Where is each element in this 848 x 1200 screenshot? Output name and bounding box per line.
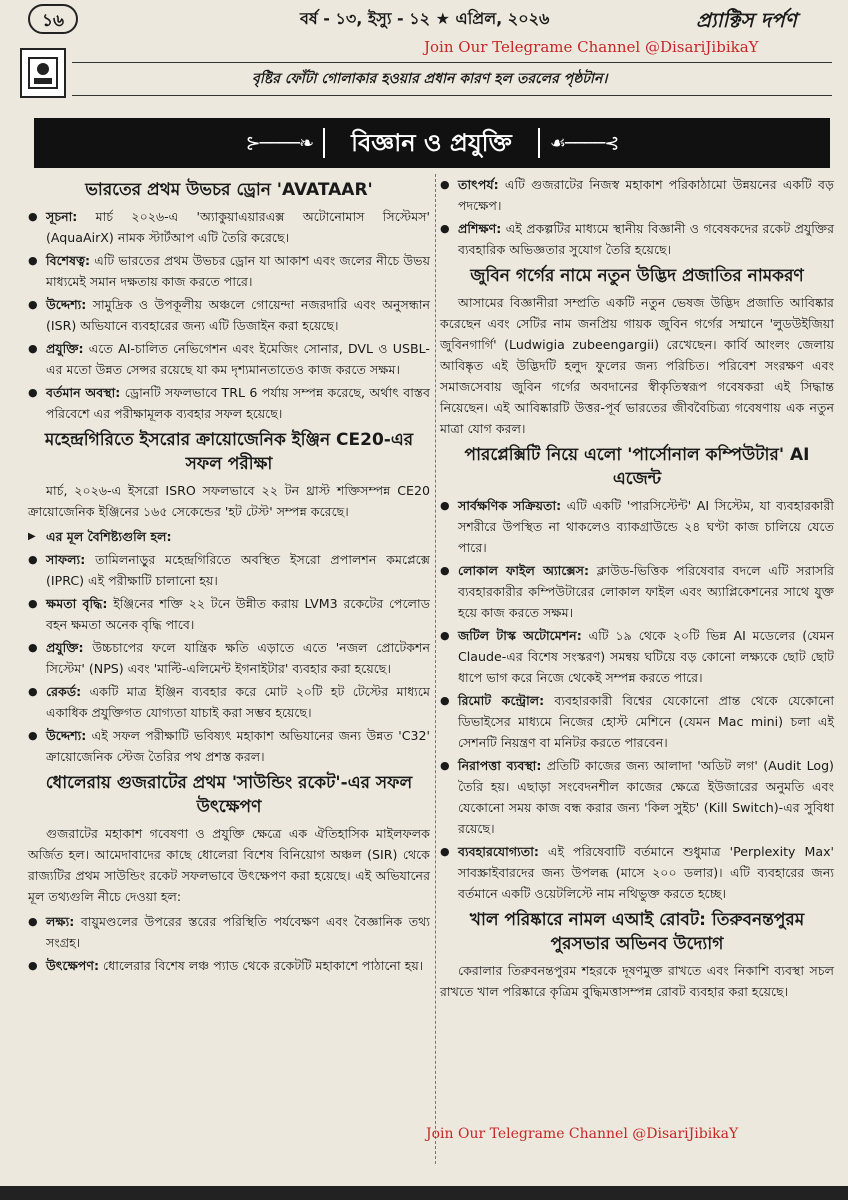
list-item: ● সাফল্য: তামিলনাড়ুর মহেন্দ্রগিরিতে অবস্থিত ইসরো প্রপালশন কমপ্লেক্সে (IPRC) এই পরীক্ষাটি চালানো হয়। bbox=[28, 549, 430, 591]
list-item: ● নিরাপত্তা ব্যবস্থা: প্রতিটি কাজের জন্য আলাদা 'অডিট লগ' (Audit Log) তৈরি হয়। এছাড়া সংবেদনশীল কাজের ক্ষেত্রে ইউজারের অনুমতি এবং যেকোনো সময় কাজ বন্ধ করার জন্য 'কিল সুইচ' (Kill Switch)-এর সুবিধা রয়েছে। bbox=[440, 755, 834, 839]
list-item: ● লোকাল ফাইল অ্যাক্সেস: ক্লাউড-ভিত্তিক পরিষেবার বদলে এটি সরাসরি ব্যবহারকারীর কম্পিউটারের লোকাল ফাইল এবং অ্যাপ্লিকেশনের সাথে যুক্ত হয়ে কাজ করতে সক্ষম। bbox=[440, 560, 834, 623]
article-title-perplexity: পারপ্লেক্সিটি নিয়ে এলো 'পার্সোনাল কম্পিউটার' AI এজেন্ট bbox=[464, 445, 810, 489]
sounding-rocket-list-cont bbox=[440, 174, 834, 260]
list-item: ● রেকর্ড: একটি মাত্র ইঞ্জিন ব্যবহার করে মোট ২০টি হট টেস্টের মাধ্যমে একাধিক প্রযুক্তিগত যোগ্যতা যাচাই করা সম্ভব হয়েছে। bbox=[28, 681, 430, 723]
article-title-ai-robot: খাল পরিষ্কারে নামল এআই রোবট: তিরুবনন্তপুরম পুরসভার অভিনব উদ্যোগ bbox=[469, 910, 805, 954]
list-item: ● লক্ষ্য: বায়ুমণ্ডলের উপরের স্তরের পরিস্থিতি পর্যবেক্ষণ এবং বৈজ্ঞানিক তথ্য সংগ্রহ। bbox=[28, 911, 430, 953]
list-item: ● উদ্দেশ্য: সামুদ্রিক ও উপকূলীয় অঞ্চলে গোয়েন্দা নজরদারি এবং অনুসন্ধান (ISR) অভিযানে ব্যবহারের জন্য এটি ডিজাইন করা হয়েছে। bbox=[28, 294, 430, 336]
list-item: ● প্রশিক্ষণ: এই প্রকল্পটির মাধ্যমে স্থানীয় বিজ্ঞানী ও গবেষকদের রকেট প্রযুক্তির ব্যবহারিক অভিজ্ঞতার সুযোগ তৈরি হয়েছে। bbox=[440, 218, 834, 260]
sounding-rocket-intro: গুজরাটের মহাকাশ গবেষণা ও প্রযুক্তি ক্ষেত্রে এক ঐতিহাসিক মাইলফলক অর্জিত হল। আমেদাবাদের কাছে ধোলেরা বিশেষ বিনিয়োগ অঞ্চল (SIR) থেকে রাজ্যটির প্রথম সাউন্ডিং রকেট সফলভাবে উৎক্ষেপণ করা হয়েছে। এই অভিযানের মূল তথ্যগুলি নীচে দেওয়া হল: bbox=[28, 826, 430, 904]
telegram-watermark[interactable]: Join Our Telegrame Channel @DisariJibikaY bbox=[424, 38, 759, 56]
list-item: ● প্রযুক্তি: উচ্চচাপের ফলে যান্ত্রিক ক্ষতি এড়াতে এতে 'নজল প্রোটেকশন সিস্টেম' (NPS) এবং 'মাল্টি-এলিমেন্ট ইগনাইটার' ব্যবহার করা হয়েছে। bbox=[28, 637, 430, 679]
list-item: ● ব্যবহারযোগ্যতা: এই পরিষেবাটি বর্তমানে শুধুমাত্র 'Perplexity Max' সাবস্ক্রাইবারদের জন্য উপলব্ধ (মাসে ২০০ ডলার)। এটি ব্যবহারের জন্য বর্তমানে একটি ওয়েটলিস্টে নাম নথিভুক্ত করতে হচ্ছে। bbox=[440, 841, 834, 904]
list-item: ● উৎক্ষেপণ: ধোলেরার বিশেষ লঞ্চ প্যাড থেকে রকেটটি মহাকাশে পাঠানো হয়। bbox=[28, 955, 430, 976]
bottom-strip bbox=[0, 1186, 848, 1200]
ce20-list bbox=[28, 526, 430, 767]
list-item: ● জটিল টাস্ক অটোমেশন: এটি ১৯ থেকে ২০টি ভিন্ন AI মডেলের (যেমন Claude-এর বিশেষ সংস্করণ) সমন্বয় ঘটিয়ে বড় কোনো লক্ষ্যকে ছোট ছোট ধাপে ভাগ করে নিজে থেকেই সম্পন্ন করতে পারে। bbox=[440, 625, 834, 688]
left-column bbox=[28, 174, 430, 978]
page-number: ১৬ bbox=[28, 4, 78, 34]
list-subheading: ▶ এর মূল বৈশিষ্ট্যগুলি হল: bbox=[28, 526, 430, 547]
article-title-ce20: মহেন্দ্রগিরিতে ইসরোর ক্রায়োজেনিক ইঞ্জিন CE20-এর সফল পরীক্ষা bbox=[44, 430, 414, 474]
issue-line: বর্ষ - ১৩, ইস্যু - ১২ ★ এপ্রিল, ২০২৬ bbox=[300, 9, 550, 28]
sounding-rocket-list bbox=[28, 911, 430, 976]
flourish-right-icon: ☙────⊰ bbox=[549, 132, 619, 154]
avataar-list bbox=[28, 206, 430, 424]
article-title-zubeen-plant: জুবিন গর্গের নামে নতুন উদ্ভিদ প্রজাতির নামকরণ bbox=[470, 266, 804, 286]
list-item: ● বর্তমান অবস্থা: ড্রোনটি সফলভাবে TRL 6 পর্যায় সম্পন্ন করেছে, অর্থাৎ বাস্তব পরিবেশে এর পরীক্ষামূলক ব্যবহার সফল হয়েছে। bbox=[28, 382, 430, 424]
list-item: ● বিশেষত্ব: এটি ভারতের প্রথম উভচর ড্রোন যা আকাশ এবং জলের নীচে উভয় মাধ্যমেই সমান দক্ষতায় কাজ করতে পারে। bbox=[28, 250, 430, 292]
section-banner bbox=[34, 118, 830, 168]
list-item: ● সূচনা: মার্চ ২০২৬-এ 'অ্যাকুয়াএয়ারএক্স অটোনোমাস সিস্টেমস' (AquaAirX) নামক স্টার্টআপ এটি তৈরি করেছে। bbox=[28, 206, 430, 248]
list-item: ● তাৎপর্য: এটি গুজরাটের নিজস্ব মহাকাশ পরিকাঠামো উন্নয়নের একটি বড় পদক্ষেপ। bbox=[440, 174, 834, 216]
telegram-watermark-bottom[interactable]: Join Our Telegrame Channel @DisariJibikaY bbox=[426, 1126, 739, 1142]
list-item: ● উদ্দেশ্য: এই সফল পরীক্ষাটি ভবিষ্যৎ মহাকাশ অভিযানের জন্য উন্নত 'C32' ক্রায়োজেনিক স্টেজ তৈরির পথ প্রশস্ত করল। bbox=[28, 725, 430, 767]
list-item: ● ক্ষমতা বৃদ্ধি: ইঞ্জিনের শক্তি ২২ টনে উন্নীত করায় LVM3 রকেটের পেলোড বহন ক্ষমতা অনেক বৃদ্ধি পাবে। bbox=[28, 593, 430, 635]
ce20-intro: মার্চ, ২০২৬-এ ইসরো ISRO সফলভাবে ২২ টন থ্রাস্ট শক্তিসম্পন্ন CE20 ক্রায়োজেনিক ইঞ্জিনের ১৬৫ সেকেন্ডের 'হট টেস্ট' সম্পন্ন করেছে। bbox=[28, 483, 430, 519]
section-title: বিজ্ঞান ও প্রযুক্তি bbox=[323, 128, 540, 158]
magazine-logo-icon bbox=[20, 48, 66, 98]
ai-robot-text: কেরালার তিরুবনন্তপুরম শহরকে দূষণমুক্ত রাখতে এবং নিকাশি ব্যবস্থা সচল রাখতে খাল পরিষ্কারে কৃত্রিম বুদ্ধিমত্তাসম্পন্ন রোবট ব্যবহার করা হয়েছে। bbox=[440, 963, 834, 999]
list-item: ● সার্বক্ষণিক সক্রিয়তা: এটি একটি 'পারসিস্টেন্ট' AI সিস্টেম, যা ব্যবহারকারী সশরীরে উপস্থিত না থাকলেও ব্যাকগ্রাউন্ডে ২৪ ঘণ্টা কাজ চালিয়ে যেতে পারে। bbox=[440, 495, 834, 558]
article-title-avataar: ভারতের প্রথম উভচর ড্রোন 'AVATAAR' bbox=[85, 180, 373, 200]
flourish-left-icon: ⊱────❧ bbox=[245, 132, 314, 154]
perplexity-list bbox=[440, 495, 834, 904]
magazine-brand: প্র্যাক্টিস দর্পণ bbox=[696, 8, 797, 32]
zubeen-plant-text: আসামের বিজ্ঞানীরা সম্প্রতি একটি নতুন ভেষজ উদ্ভিদ প্রজাতি আবিষ্কার করেছেন এবং সেটির নাম জনপ্রিয় গায়ক জুবিন গর্গের সম্মানে 'লুডউইজিয়া জুবিনগার্গি' (Ludwigia zubeengargii) রেখেছেন। কার্বি আংলং জেলায় আবিষ্কৃত এই উদ্ভিদটি হলুদ ফুলের জন্য পরিচিত। পরিবেশ সংরক্ষণ এবং সমাজসেবায় জুবিন গর্গের অবদানের স্বীকৃতিস্বরূপ গবেষকরা এই সিদ্ধান্ত নিয়েছেন। এই আবিষ্কারটি উত্তর-পূর্ব ভারতের জীববৈচিত্র্য গবেষণায় এক নতুন মাত্রা যোগ করল। bbox=[440, 295, 834, 436]
column-divider bbox=[435, 174, 436, 1164]
fact-strip: বৃষ্টির ফোঁটা গোলাকার হওয়ার প্রধান কারণ হল তরলের পৃষ্ঠটান। bbox=[72, 62, 832, 96]
list-item: ● রিমোট কন্ট্রোল: ব্যবহারকারী বিশ্বের যেকোনো প্রান্ত থেকে যেকোনো ডিভাইসের মাধ্যমে নিজের হোস্ট মেশিনে (যেমন Mac mini) চলা এই সেশনটি নিয়ন্ত্রণ বা মনিটর করতে পারবেন। bbox=[440, 690, 834, 753]
article-title-sounding-rocket: ধোলেরায় গুজরাটের প্রথম 'সাউন্ডিং রকেট'-এর সফল উৎক্ষেপণ bbox=[45, 773, 413, 817]
right-column bbox=[440, 174, 834, 1006]
page-header bbox=[0, 0, 848, 40]
list-item: ● প্রযুক্তি: এতে AI-চালিত নেভিগেশন এবং ইমেজিং সোনার, DVL ও USBL-এর মতো উন্নত সেন্সর রয়েছে যা কম দৃশ্যমানতাতেও কাজ করতে সক্ষম। bbox=[28, 338, 430, 380]
